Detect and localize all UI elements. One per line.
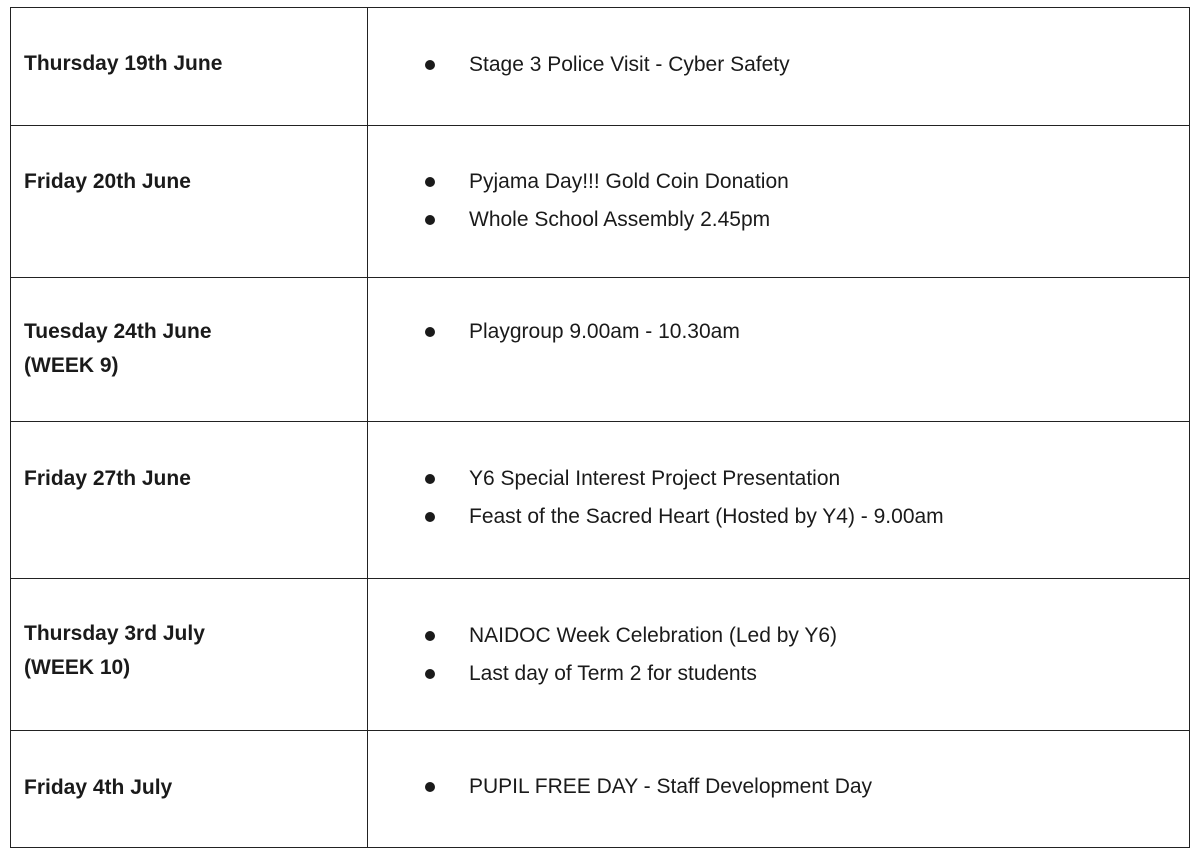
event-list bbox=[368, 731, 1189, 806]
event-text: Last day of Term 2 for students bbox=[469, 662, 757, 685]
table-row bbox=[11, 126, 1190, 278]
list-item bbox=[425, 617, 1189, 655]
events-cell bbox=[368, 8, 1190, 126]
table-row bbox=[11, 579, 1190, 731]
date-line: Thursday 19th June bbox=[24, 52, 223, 75]
date-label bbox=[11, 579, 367, 685]
date-label bbox=[11, 126, 367, 199]
date-cell bbox=[11, 8, 368, 126]
events-cell bbox=[368, 126, 1190, 278]
list-item bbox=[425, 768, 1189, 806]
bullet-icon bbox=[425, 512, 435, 522]
date-line: Friday 20th June bbox=[24, 170, 191, 193]
table-row bbox=[11, 422, 1190, 579]
bullet-icon bbox=[425, 177, 435, 187]
list-item bbox=[425, 460, 1189, 498]
table-row bbox=[11, 278, 1190, 422]
date-line: Friday 27th June bbox=[24, 467, 191, 490]
bullet-icon bbox=[425, 60, 435, 70]
event-text: Stage 3 Police Visit - Cyber Safety bbox=[469, 53, 790, 76]
table-row bbox=[11, 8, 1190, 126]
events-calendar-body bbox=[11, 8, 1190, 848]
list-item bbox=[425, 163, 1189, 201]
events-calendar-table bbox=[10, 7, 1190, 848]
date-label bbox=[11, 731, 367, 805]
bullet-icon bbox=[425, 474, 435, 484]
date-label bbox=[11, 278, 367, 383]
event-text: Pyjama Day!!! Gold Coin Donation bbox=[469, 170, 789, 193]
list-item bbox=[425, 655, 1189, 693]
event-list bbox=[368, 579, 1189, 693]
event-list bbox=[368, 278, 1189, 351]
event-text: NAIDOC Week Celebration (Led by Y6) bbox=[469, 624, 838, 647]
event-list bbox=[368, 8, 1189, 84]
bullet-icon bbox=[425, 782, 435, 792]
date-cell bbox=[11, 126, 368, 278]
date-line: Thursday 3rd July bbox=[24, 622, 205, 645]
event-text: Feast of the Sacred Heart (Hosted by Y4) - 9.00am bbox=[469, 505, 944, 528]
date-line: (WEEK 9) bbox=[24, 354, 119, 377]
date-cell bbox=[11, 422, 368, 579]
list-item bbox=[425, 313, 1189, 351]
events-cell bbox=[368, 278, 1190, 422]
event-text: PUPIL FREE DAY - Staff Development Day bbox=[469, 775, 873, 798]
event-list bbox=[368, 422, 1189, 536]
event-text: Y6 Special Interest Project Presentation bbox=[469, 467, 841, 490]
bullet-icon bbox=[425, 327, 435, 337]
bullet-icon bbox=[425, 631, 435, 641]
date-line: (WEEK 10) bbox=[24, 656, 131, 679]
events-cell bbox=[368, 422, 1190, 579]
events-cell bbox=[368, 731, 1190, 848]
event-text: Whole School Assembly 2.45pm bbox=[469, 208, 771, 231]
event-list bbox=[368, 126, 1189, 239]
date-line: Tuesday 24th June bbox=[24, 320, 212, 343]
event-text: Playgroup 9.00am - 10.30am bbox=[469, 320, 740, 343]
table-row bbox=[11, 731, 1190, 848]
date-cell bbox=[11, 278, 368, 422]
bullet-icon bbox=[425, 669, 435, 679]
events-cell bbox=[368, 579, 1190, 731]
date-cell bbox=[11, 579, 368, 731]
list-item bbox=[425, 498, 1189, 536]
date-cell bbox=[11, 731, 368, 848]
bullet-icon bbox=[425, 215, 435, 225]
date-label bbox=[11, 422, 367, 496]
date-line: Friday 4th July bbox=[24, 776, 173, 799]
list-item bbox=[425, 46, 1189, 84]
list-item bbox=[425, 201, 1189, 239]
date-label bbox=[11, 8, 367, 81]
